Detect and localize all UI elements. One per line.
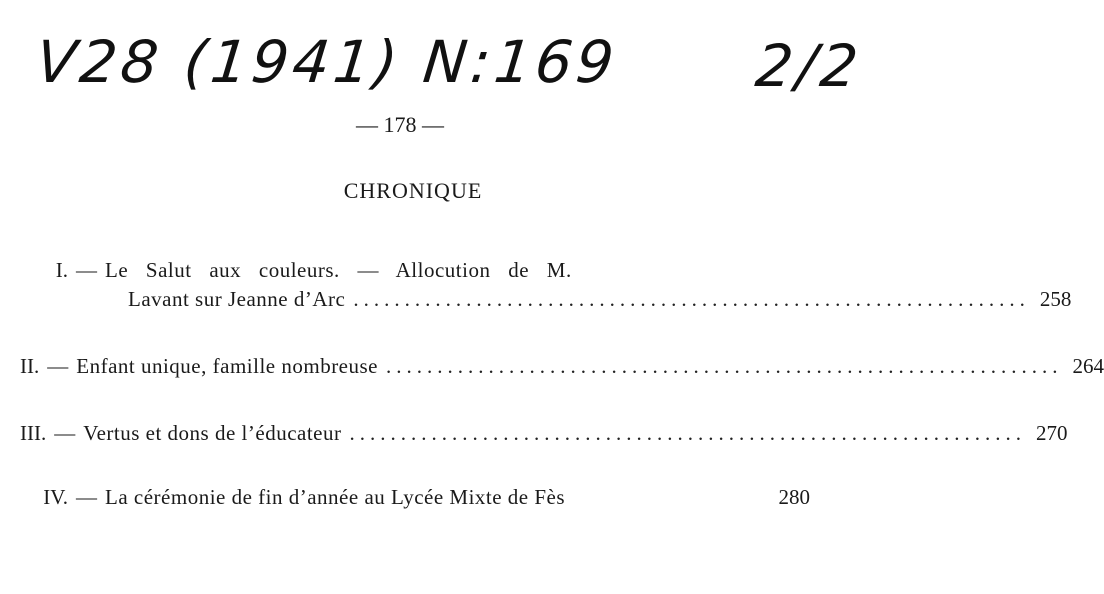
toc-entry-separator: —	[76, 258, 97, 282]
handwritten-volume-reference: V28 (1941) N:169	[32, 28, 621, 96]
toc-entry-separator: —	[54, 421, 76, 445]
handwritten-part-marker: 2/2	[752, 32, 865, 100]
toc-entry-numeral: I.	[55, 258, 68, 282]
toc-entry-3	[20, 421, 1068, 446]
toc-entry-title: Vertus et dons de l’éducateur	[83, 421, 342, 445]
toc-entry-numeral: II.	[20, 354, 40, 378]
toc-entry-separator: —	[47, 354, 69, 378]
toc-entry-numeral: IV.	[43, 485, 68, 509]
toc-entry-page: 258	[1039, 287, 1072, 311]
toc-entry-2	[20, 354, 1104, 379]
page-number: — 178 —	[356, 112, 444, 137]
toc-entry-title-line2: Lavant sur Jeanne d’Arc	[128, 287, 346, 311]
toc-entry-title: La cérémonie de fin d’année au Lycée Mixte de Fès	[105, 485, 566, 509]
section-title: CHRONIQUE	[343, 178, 483, 203]
toc-entry-title: Enfant unique, famille nombreuse	[76, 354, 378, 378]
toc-entry-4	[20, 485, 810, 510]
toc-entry-page: 270	[1035, 421, 1068, 445]
dot-leader: ..................................................................	[349, 421, 1026, 445]
toc-entry-numeral: III.	[20, 421, 47, 445]
toc-entry-page: 264	[1072, 354, 1104, 378]
toc-entry-1	[20, 258, 1072, 312]
toc-entry-separator: —	[76, 485, 97, 509]
dot-leader: ..................................................................	[353, 287, 1030, 311]
toc-entry-page: 280	[778, 485, 810, 509]
dot-leader: ..................................................................	[386, 354, 1063, 378]
toc-entry-title-line1: Le Salut aux couleurs. — Allocution de M.	[105, 258, 572, 282]
